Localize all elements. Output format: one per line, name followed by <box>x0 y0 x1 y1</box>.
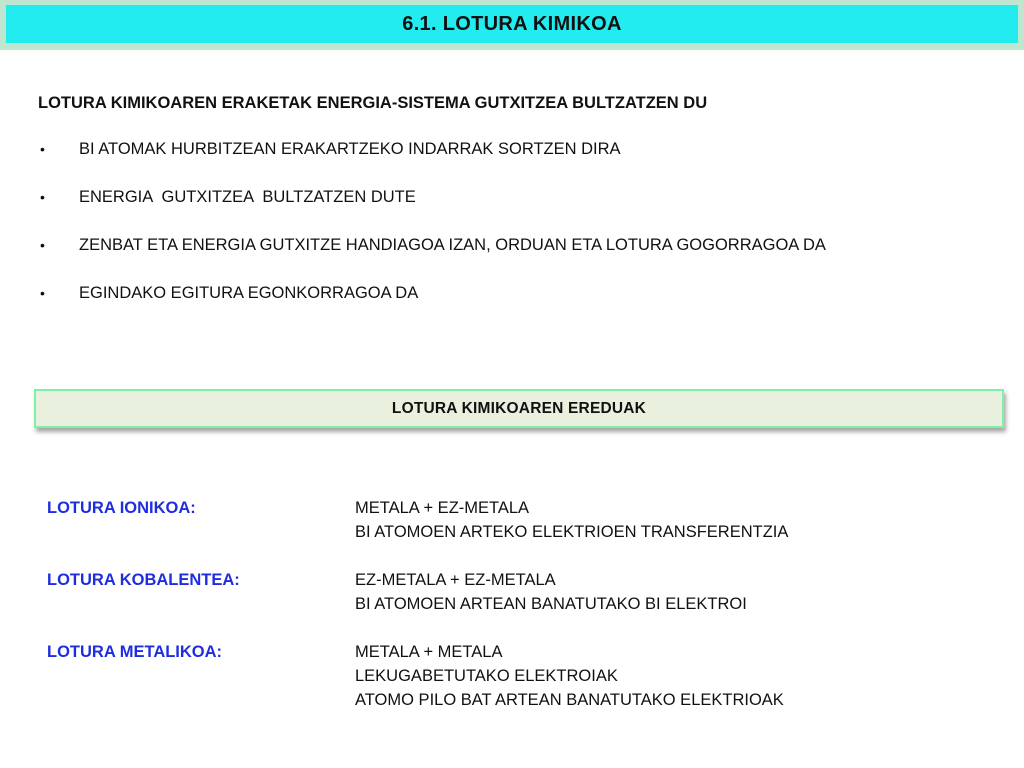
bond-model-line: BI ATOMOEN ARTEAN BANATUTAKO BI ELEKTROI <box>355 595 747 613</box>
bond-model-covalent <box>47 568 987 616</box>
bond-model-line: LEKUGABETUTAKO ELEKTROIAK <box>355 667 618 685</box>
title-banner <box>0 0 1024 50</box>
bond-model-line: EZ-METALA + EZ-METALA <box>355 571 556 589</box>
bullet-icon: • <box>40 285 45 301</box>
bond-model-line: METALA + EZ-METALA <box>355 499 530 517</box>
list-item <box>38 236 998 260</box>
list-item <box>38 188 998 212</box>
bond-model-label: LOTURA KOBALENTEA: <box>47 571 240 589</box>
bond-model-label: LOTURA METALIKOA: <box>47 643 223 661</box>
page-title: 6.1. LOTURA KIMIKOA <box>402 12 622 35</box>
bullet-text: ZENBAT ETA ENERGIA GUTXITZE HANDIAGOA IZAN, ORDUAN ETA LOTURA GOGORRAGOA DA <box>79 236 826 254</box>
bond-models-list <box>47 496 987 736</box>
bullet-text: ENERGIA GUTXITZEA BULTZATZEN DUTE <box>79 188 416 206</box>
list-item <box>38 140 998 164</box>
list-item <box>38 284 998 308</box>
bullet-icon: • <box>40 189 45 205</box>
bond-model-line: METALA + METALA <box>355 643 503 661</box>
bond-model-label: LOTURA IONIKOA: <box>47 499 196 517</box>
bullet-icon: • <box>40 141 45 157</box>
bond-model-metallic <box>47 640 987 712</box>
title-box <box>6 5 1018 43</box>
bond-model-ionic <box>47 496 987 544</box>
bullet-icon: • <box>40 237 45 253</box>
intro-heading: LOTURA KIMIKOAREN ERAKETAK ENERGIA-SISTEMA GUTXITZEA BULTZATZEN DU <box>38 94 708 112</box>
bond-model-line: ATOMO PILO BAT ARTEAN BANATUTAKO ELEKTRIOAK <box>355 691 784 709</box>
intro-bullet-list <box>38 140 998 332</box>
bullet-text: BI ATOMAK HURBITZEAN ERAKARTZEKO INDARRAK SORTZEN DIRA <box>79 140 621 158</box>
bullet-text: EGINDAKO EGITURA EGONKORRAGOA DA <box>79 284 419 302</box>
models-section-title: LOTURA KIMIKOAREN EREDUAK <box>391 399 647 417</box>
bond-model-line: BI ATOMOEN ARTEKO ELEKTRIOEN TRANSFERENTZIA <box>355 523 789 541</box>
models-section-banner <box>34 389 1004 428</box>
